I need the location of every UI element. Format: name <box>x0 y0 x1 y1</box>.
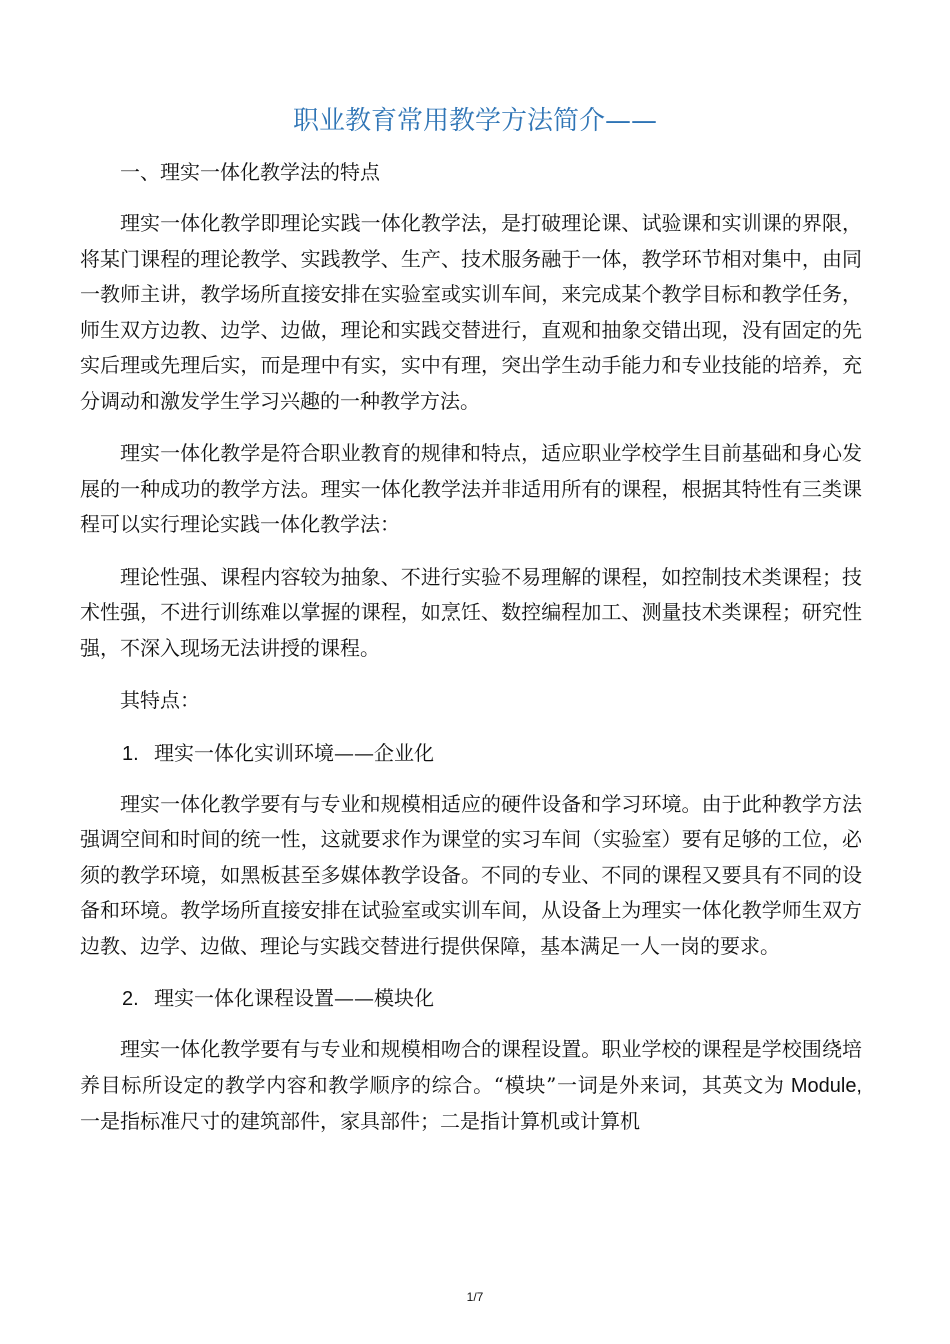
list-item-number: 1. <box>122 742 139 765</box>
list-item-heading <box>80 736 862 772</box>
paragraph <box>80 1032 862 1140</box>
list-item-number: 2. <box>122 988 139 1010</box>
paragraph: 理实一体化教学要有与专业和规模相适应的硬件设备和学习环境。由于此种教学方法强调空间和时间的统一性，这就要求作为课堂的实习车间（实验室）要有足够的工位，必须的教学环境，如黑板甚至多媒体教学设备。不同的专业、不同的课程又要具有不同的设备和环境。教学场所直接安排在试验室或实训车间，从设备上为理实一体化教学师生双方边教、边学、边做、理论与实践交替进行提供保障，基本满足一人一岗的要求。 <box>80 791 862 958</box>
document-body <box>80 155 862 1140</box>
document-title: 职业教育常用教学方法简介—— <box>292 106 657 136</box>
page-number: 1/7 <box>466 1290 484 1304</box>
paragraph: 理论性强、课程内容较为抽象、不进行实验不易理解的课程，如控制技术类课程；技术性强，不进行训练难以掌握的课程，如烹饪、数控编程加工、测量技术类课程；研究性强，不深入现场无法讲授的课程。 <box>80 564 862 660</box>
paragraph-text-latin: Module, <box>784 1074 862 1097</box>
paragraph: 理实一体化教学是符合职业教育的规律和特点，适应职业学校学生目前基础和身心发展的一种成功的教学方法。理实一体化教学法并非适用所有的课程，根据其特性有三类课程可以实行理论实践一体化教学法： <box>80 441 862 536</box>
paragraph: 理实一体化教学即理论实践一体化教学法，是打破理论课、试验课和实训课的界限，将某门课程的理论教学、实践教学、生产、技术服务融于一体，教学环节相对集中，由同一教师主讲，教学场所直接安排在实验室或实训车间，来完成某个教学目标和教学任务，师生双方边教、边学、边做，理论和实践交替进行，直观和抽象交错出现，没有固定的先实后理或先理后实，而是理中有实，实中有理，突出学生动手能力和专业技能的培养，充分调动和激发学生学习兴趣的一种教学方法。 <box>80 211 862 413</box>
paragraph-text: 一是指标准尺寸的建筑部件，家具部件；二是指计算机或计算机 <box>80 1109 640 1133</box>
list-item-heading <box>80 981 862 1017</box>
section-heading: 一、理实一体化教学法的特点 <box>120 160 380 184</box>
paragraph: 其特点： <box>120 688 200 712</box>
list-item-title: 理实一体化课程设置——模块化 <box>154 986 434 1010</box>
paragraph-text: 理实一体化教学要有与专业和规模相吻合的课程设置。职业学校的课程是学校围绕培养目标所设定的教学内容和教学顺序的综合。“模块”一词是外来词，其英文为 <box>80 1037 862 1097</box>
list-item-title: 理实一体化实训环境——企业化 <box>154 740 434 765</box>
